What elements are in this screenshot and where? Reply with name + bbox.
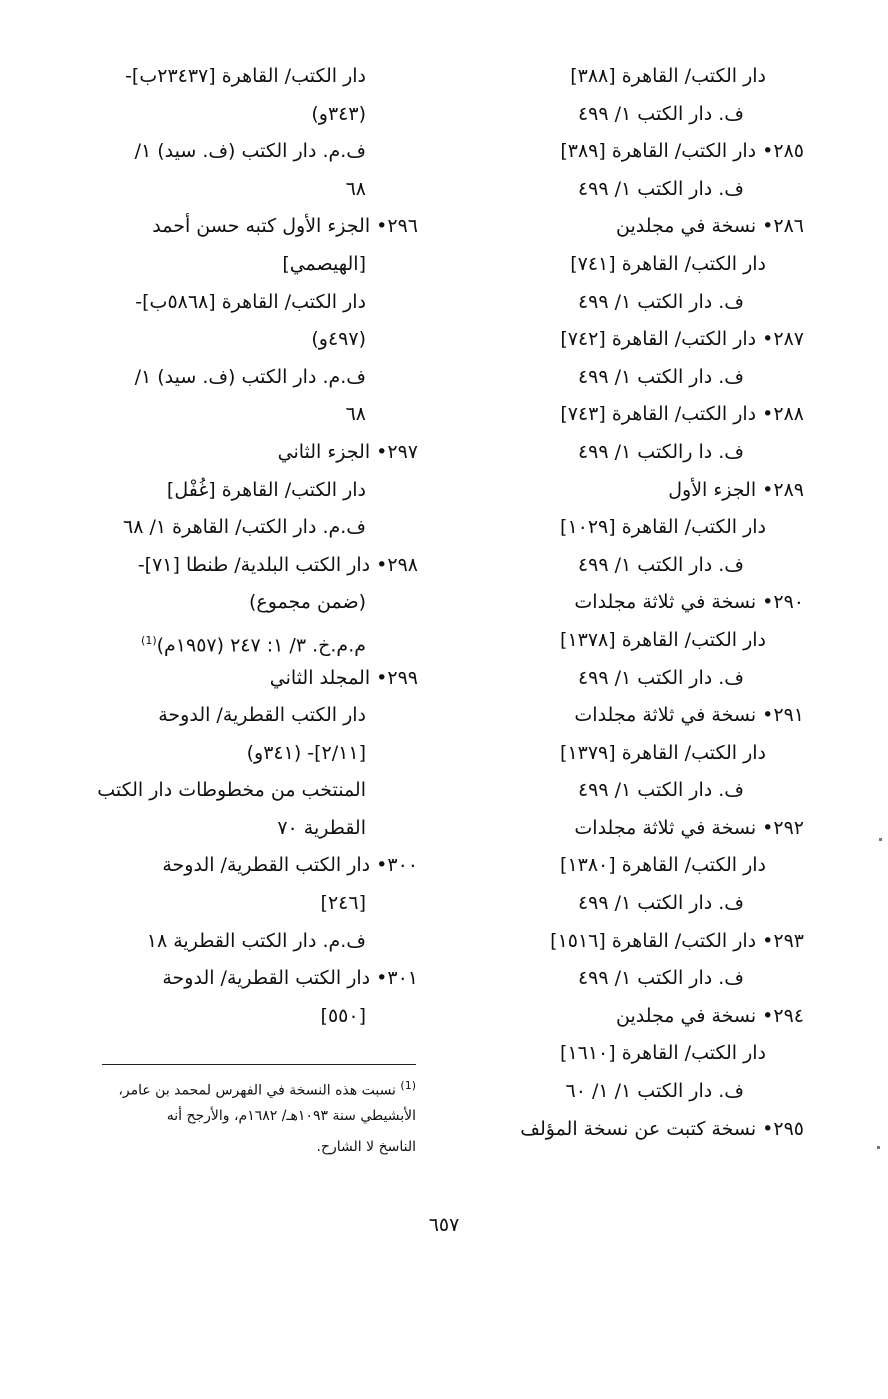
entry-text: (ضمن مجموع) bbox=[248, 591, 366, 614]
entry-text: ٢٨٦• نسخة في مجلدين bbox=[615, 215, 804, 238]
entry-heading bbox=[484, 923, 804, 961]
right-column bbox=[484, 58, 804, 1148]
entry-heading bbox=[484, 396, 804, 434]
footnotes bbox=[80, 1070, 416, 1163]
entry-text: ٢٨٨• دار الكتب/ القاهرة [٧٤٣] bbox=[560, 403, 804, 426]
entry-line bbox=[78, 584, 418, 622]
entry-line bbox=[484, 960, 804, 998]
entry-text: ف.م. دار الكتب القطرية ١٨ bbox=[146, 929, 366, 952]
entry-heading bbox=[484, 998, 804, 1036]
entry-line bbox=[78, 923, 418, 961]
entry-heading bbox=[78, 434, 418, 472]
entry-line bbox=[484, 246, 804, 284]
entry-text: (٤٩٧و) bbox=[311, 328, 366, 351]
entry-line bbox=[484, 359, 804, 397]
entry-text: دار الكتب/ القاهرة [٥٨٦٨ب]- bbox=[135, 290, 366, 313]
entry-text: ف. دار الكتب ١/ ٤٩٩ bbox=[577, 102, 744, 125]
entry-heading bbox=[78, 547, 418, 585]
entry-text: ٣٠٠• دار الكتب القطرية/ الدوحة bbox=[162, 854, 418, 877]
entry-heading bbox=[78, 208, 418, 246]
entry-line bbox=[78, 810, 418, 848]
entry-text: المنتخب من مخطوطات دار الكتب bbox=[97, 779, 366, 802]
entry-line bbox=[484, 847, 804, 885]
entry-text: ٣٠١• دار الكتب القطرية/ الدوحة bbox=[162, 967, 418, 990]
entry-text: دار الكتب/ القاهرة [١٣٧٨] bbox=[560, 628, 766, 651]
entry-line bbox=[484, 735, 804, 773]
entry-line bbox=[484, 171, 804, 209]
entry-text: (٣٤٣و) bbox=[311, 102, 366, 125]
footnote-line: الأبشيطي سنة ١٠٩٣هـ/ ١٦٨٢م، والأرجح أنه bbox=[166, 1108, 416, 1124]
entry-text: ٢٩١• نسخة في ثلاثة مجلدات bbox=[574, 704, 804, 727]
entry-text: ٢٨٩• الجزء الأول bbox=[668, 478, 804, 501]
entry-line bbox=[484, 434, 804, 472]
entry-heading bbox=[78, 847, 418, 885]
entry-line bbox=[78, 396, 418, 434]
entry-text: ف. دار الكتب ١/ ١/ ٦٠ bbox=[565, 1080, 744, 1103]
entry-line bbox=[484, 772, 804, 810]
entry-text: ف. دار الكتب ١/ ٤٩٩ bbox=[577, 553, 744, 576]
entry-line bbox=[78, 998, 418, 1036]
entry-text: دار الكتب القطرية/ الدوحة bbox=[158, 704, 366, 727]
entry-line bbox=[484, 660, 804, 698]
entry-text: دار الكتب/ القاهرة [٧٤١] bbox=[570, 252, 766, 275]
entry-heading bbox=[484, 133, 804, 171]
entry-text: [الهيصمي] bbox=[282, 252, 366, 275]
entry-heading bbox=[484, 472, 804, 510]
entry-text: ٢٩٨• دار الكتب البلدية/ طنطا [٧١]- bbox=[137, 553, 418, 576]
footnote-line: $^{(1)}$ نسبت هذه النسخة في الفهرس لمحمد بن عامر، bbox=[118, 1079, 416, 1099]
entry-line bbox=[484, 547, 804, 585]
entry-text: ٢٩٢• نسخة في ثلاثة مجلدات bbox=[574, 816, 804, 839]
entry-text: ف. دا رالكتب ١/ ٤٩٩ bbox=[577, 440, 744, 463]
entry-line bbox=[78, 133, 418, 171]
entry-text: [٢٤٦] bbox=[320, 892, 366, 915]
entry-line bbox=[78, 735, 418, 773]
entry-text: ٢٨٥• دار الكتب/ القاهرة [٣٨٩] bbox=[560, 140, 804, 163]
entry-line bbox=[78, 246, 418, 284]
entry-text: دار الكتب/ القاهرة [١٠٢٩] bbox=[560, 516, 766, 539]
footnote-separator bbox=[102, 1064, 416, 1065]
entry-text: [٢/١١]- (٣٤١و) bbox=[246, 741, 366, 764]
entry-heading bbox=[484, 584, 804, 622]
entry-line bbox=[78, 697, 418, 735]
entry-line bbox=[78, 885, 418, 923]
entry-text: ٢٩٦• الجزء الأول كتبه حسن أحمد bbox=[152, 215, 418, 238]
entry-heading bbox=[484, 208, 804, 246]
entry-line bbox=[484, 509, 804, 547]
entry-text: ف. دار الكتب ١/ ٤٩٩ bbox=[577, 892, 744, 915]
entry-line bbox=[484, 284, 804, 322]
entry-text: ف. دار الكتب ١/ ٤٩٩ bbox=[577, 666, 744, 689]
entry-text: دار الكتب/ القاهرة [غُفْل] bbox=[166, 478, 366, 501]
entry-heading bbox=[484, 321, 804, 359]
entry-line bbox=[484, 58, 804, 96]
entry-text: دار الكتب/ القاهرة [٢٣٤٣٧ب]- bbox=[125, 65, 366, 87]
entry-heading bbox=[78, 660, 418, 698]
entry-text: ف. دار الكتب ١/ ٤٩٩ bbox=[577, 290, 744, 313]
entry-text: ٢٩٠• نسخة في ثلاثة مجلدات bbox=[574, 591, 804, 614]
entry-line bbox=[484, 1035, 804, 1073]
entry-line bbox=[78, 321, 418, 359]
entry-line bbox=[78, 96, 418, 134]
entry-heading bbox=[78, 960, 418, 998]
entry-text: ف.م. دار الكتب/ القاهرة ١/ ٦٨ bbox=[123, 516, 366, 539]
entry-text: القطرية ٧٠ bbox=[277, 816, 366, 839]
entry-line bbox=[78, 284, 418, 322]
entry-heading bbox=[484, 1111, 804, 1149]
entry-line bbox=[78, 472, 418, 510]
entry-line bbox=[484, 1073, 804, 1111]
entry-heading bbox=[484, 697, 804, 735]
entry-text: دار الكتب/ القاهرة [١٣٧٩] bbox=[560, 741, 766, 764]
entry-text: دار الكتب/ القاهرة [١٣٨٠] bbox=[560, 854, 766, 877]
page-number: ٦٥٧ bbox=[428, 1214, 460, 1236]
entry-line bbox=[78, 622, 418, 660]
entry-text: م.م.خ. ٣/ ١: ٢٤٧ (١٩٥٧م) bbox=[156, 634, 366, 657]
entry-text: ٢٩٤• نسخة في مجلدين bbox=[615, 1004, 804, 1027]
entry-text: دار الكتب/ القاهرة [٣٨٨] bbox=[570, 65, 766, 87]
scan-speck bbox=[879, 838, 882, 841]
entry-text: ٦٨ bbox=[345, 403, 366, 426]
entry-text: ٢٩٩• المجلد الثاني bbox=[269, 666, 418, 689]
entry-heading bbox=[484, 810, 804, 848]
entry-text: [٥٥٠] bbox=[320, 1004, 366, 1027]
scan-speck bbox=[877, 1146, 880, 1149]
entry-text: ف. دار الكتب ١/ ٤٩٩ bbox=[577, 967, 744, 990]
entry-text: ٢٨٧• دار الكتب/ القاهرة [٧٤٢] bbox=[560, 328, 804, 351]
entry-line bbox=[78, 509, 418, 547]
entry-line bbox=[78, 359, 418, 397]
entry-text: ف. دار الكتب ١/ ٤٩٩ bbox=[577, 779, 744, 802]
entry-line bbox=[78, 58, 418, 96]
footnote-reference: (1) bbox=[141, 633, 157, 647]
entry-line bbox=[78, 772, 418, 810]
entry-line bbox=[78, 171, 418, 209]
entry-line bbox=[484, 885, 804, 923]
footnote-marker: (1) bbox=[400, 1079, 416, 1092]
entry-text: ٢٩٧• الجزء الثاني bbox=[277, 440, 418, 463]
entry-line bbox=[484, 622, 804, 660]
entry-text: ف.م. دار الكتب (ف. سيد) ١/ bbox=[134, 140, 366, 163]
entry-text: ف.م. دار الكتب (ف. سيد) ١/ bbox=[134, 365, 366, 388]
left-column bbox=[78, 58, 418, 1035]
footnote-line: الناسخ لا الشارح. bbox=[316, 1139, 416, 1155]
entry-text: ف. دار الكتب ١/ ٤٩٩ bbox=[577, 177, 744, 200]
entry-text: دار الكتب/ القاهرة [١٦١٠] bbox=[560, 1042, 766, 1065]
entry-line bbox=[484, 96, 804, 134]
entry-text: ٢٩٣• دار الكتب/ القاهرة [١٥١٦] bbox=[550, 929, 804, 952]
entry-text: ٢٩٥• نسخة كتبت عن نسخة المؤلف bbox=[520, 1117, 804, 1140]
entry-text: ف. دار الكتب ١/ ٤٩٩ bbox=[577, 365, 744, 388]
entry-text: ٦٨ bbox=[345, 177, 366, 200]
